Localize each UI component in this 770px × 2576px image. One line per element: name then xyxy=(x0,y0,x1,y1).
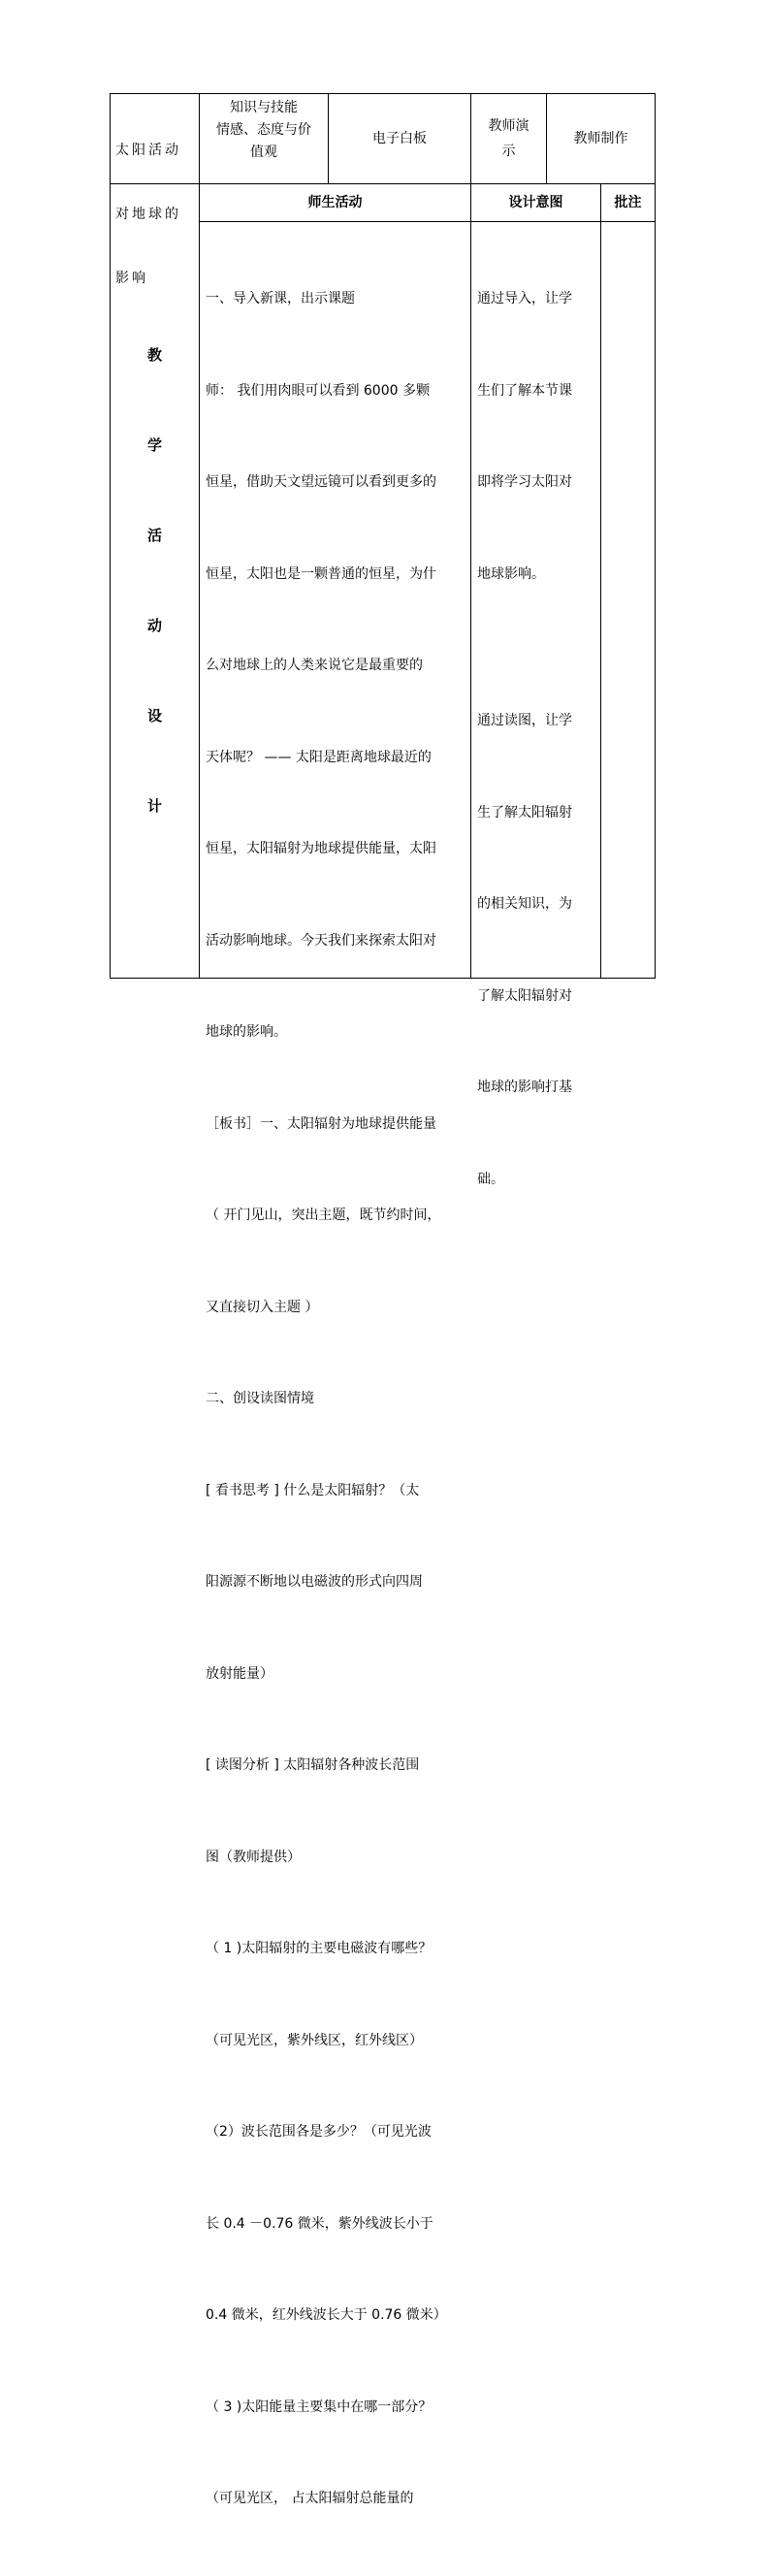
presenter-line: 示 xyxy=(501,143,516,159)
activity-line: ［板书］一、太阳辐射为地球提供能量 xyxy=(206,1115,436,1132)
notes-column-body xyxy=(601,222,655,978)
topic-line: 对地球的 xyxy=(115,207,181,222)
activity-line: 又直接切入主题 ） xyxy=(206,1299,319,1315)
topic-line: 影响 xyxy=(115,271,148,286)
table-border-right xyxy=(655,93,656,979)
intent-line: 通过导入，让学 xyxy=(477,291,572,306)
activity-line: 0.4 微米，红外线波长大于 0.76 微米） xyxy=(206,2307,447,2323)
activity-line: 恒星，借助天文望远镜可以看到更多的 xyxy=(206,474,436,490)
section-label-cell xyxy=(111,184,199,978)
goals-line: 情感、态度与价 xyxy=(216,122,311,138)
intent-line: 的相关知识，为 xyxy=(477,896,572,912)
section-label-char: 活 xyxy=(146,527,162,544)
activity-line: 地球的影响。 xyxy=(206,1024,287,1040)
section-label-char: 学 xyxy=(146,436,162,454)
section-label-char: 教 xyxy=(146,346,162,364)
section-label-char: 设 xyxy=(146,707,162,724)
row-divider-2 xyxy=(199,221,656,222)
intent-line: 地球的影响打基 xyxy=(477,1079,572,1095)
intent-column-header xyxy=(471,184,600,221)
activity-line: 么对地球上的人类来说它是最重要的 xyxy=(206,658,423,673)
activity-content xyxy=(206,223,469,2576)
intent-line: 即将学习太阳对 xyxy=(477,474,572,490)
media-text: 电子白板 xyxy=(372,130,427,146)
activity-line: 师： 我们用肉眼可以看到 6000 多颗 xyxy=(206,382,430,399)
goals-line: 知识与技能 xyxy=(230,100,298,115)
intent-line: 础。 xyxy=(477,1171,504,1187)
activity-line: 恒星，太阳辐射为地球提供能量，太阳 xyxy=(206,841,436,856)
activity-line: 活动影响地球。今天我们来探索太阳对 xyxy=(206,932,436,949)
activity-line: 阳源源不断地以电磁波的形式向四周 xyxy=(206,1574,423,1590)
intent-line: 生们了解本节课 xyxy=(477,382,572,399)
section-label-char: 动 xyxy=(146,617,162,634)
intent-header-text: 设计意图 xyxy=(508,195,563,210)
activity-line: （可见光区，紫外线区，红外线区） xyxy=(206,2032,423,2048)
notes-header-text: 批注 xyxy=(614,195,642,210)
activity-line: （2）波长范围各是多少？（可见光波 xyxy=(206,2124,432,2140)
notes-column-header xyxy=(601,184,655,221)
activity-line: 二、创设读图情境 xyxy=(206,1391,314,1406)
intent-line: 通过读图，让学 xyxy=(477,713,572,728)
producer-text: 教师制作 xyxy=(573,130,628,146)
presenter-cell xyxy=(471,93,546,183)
activity-line: 恒星，太阳也是一颗普通的恒星，为什 xyxy=(206,565,436,582)
intent-line: 生了解太阳辐射 xyxy=(477,804,572,821)
intent-block-2 xyxy=(477,645,599,1256)
goals-cell xyxy=(200,97,328,164)
media-cell xyxy=(329,93,470,183)
intent-line: 地球影响。 xyxy=(477,565,545,582)
activity-line: [ 读图分析 ] 太阳辐射各种波长范围 xyxy=(206,1757,420,1773)
activity-header-text: 师生活动 xyxy=(307,195,363,210)
topic-line: 太阳活动 xyxy=(115,143,181,158)
activity-line: （可见光区， 占太阳辐射总能量的 xyxy=(206,2491,414,2506)
activity-line: （ 开门见山，突出主题，既节约时间， xyxy=(206,1208,441,1223)
col-divider-1 xyxy=(199,93,200,979)
intent-line: 了解太阳辐射对 xyxy=(477,987,572,1004)
activity-line: （ 1 )太阳辐射的主要电磁波有哪些？ xyxy=(206,1941,433,1956)
col-divider-3 xyxy=(470,93,471,979)
activity-line: 一、导入新课，出示课题 xyxy=(206,291,355,306)
activity-line: 图（教师提供） xyxy=(206,1849,301,1865)
activity-line: （ 3 )太阳能量主要集中在哪一部分？ xyxy=(206,2399,433,2415)
activity-line: 长 0.4 －0.76 微米，紫外线波长小于 xyxy=(206,2215,433,2232)
activity-line: 天体呢？ —— 太阳是距离地球最近的 xyxy=(206,749,432,765)
section-label xyxy=(140,280,170,882)
activity-column-header xyxy=(200,184,470,221)
activity-line: [ 看书思考 ] 什么是太阳辐射？（太 xyxy=(206,1482,420,1498)
activity-line: 放射能量） xyxy=(206,1665,273,1682)
goals-line: 值观 xyxy=(250,145,277,160)
intent-block-1 xyxy=(477,223,599,651)
producer-cell xyxy=(547,93,655,183)
presenter-line: 教师演 xyxy=(488,117,529,134)
section-label-char: 计 xyxy=(146,797,162,815)
lesson-plan-table xyxy=(110,93,656,2506)
